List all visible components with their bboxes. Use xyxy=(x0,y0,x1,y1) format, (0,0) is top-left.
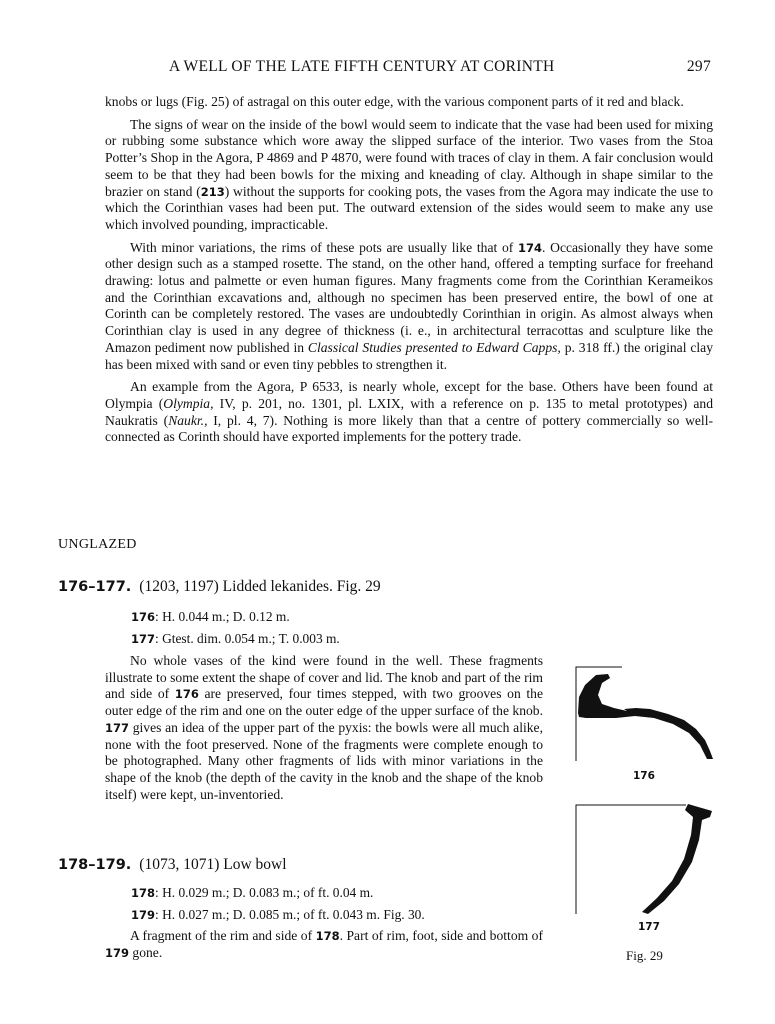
catalogue-title: (1073, 1071) Low bowl xyxy=(139,856,287,873)
paragraph: The signs of wear on the inside of the bowl would seem to indicate that the vase had been used for mixing or rubbing some substance which wore away the slipped surface of the interior. Two vases from the Stoa Potter’s Shop in the Agora, P 4869 and P 4870, were found with traces of clay in them. A fair conclusion would seem to be that they had been bowls for the mixing and kneading of clay. Although in shape similar to the brazier on stand (213) without the supports for cooking pots, the vases from the Agora may indicate the use to which the Corinthian vases had been put. The outward extension of the sides would seem to make any use which involved pounding, impracticable. xyxy=(105,116,713,232)
catalogue-ref: 178 xyxy=(315,929,340,943)
catalogue-number: 176–177. xyxy=(58,579,132,595)
paragraph: With minor variations, the rims of these pots are usually like that of 174. Occasionally they have some other design such as a stamped rosette. The stand, on the other hand, offered a tempting surface for freehand drawing: lotus and palmette or even human figures. Many fragments come from the Corinthian Kerameikos and the Corinthian excavations and, although no specimen has been preserved entire, the bowl of one at Corinth can be completely restored. The vases are undoubtedly Corinthian in origin. As almost always when Corinthian clay is used in any degree of thickness (i. e., in architectural terracottas and sculpture like the Amazon pediment now published in Classical Studies presented to Edward Capps, p. 318 ff.) the original clay has been mixed with sand or even tiny pebbles to strengthen it. xyxy=(105,239,714,372)
paragraph: A fragment of the rim and side of 178. Part of rim, foot, side and bottom of 179 gone. xyxy=(105,928,543,960)
catalogue-description xyxy=(105,653,543,803)
intro-text xyxy=(105,94,713,452)
catalogue-number: 178–179. xyxy=(58,857,132,873)
measurement-row: 178: H. 0.029 m.; D. 0.083 m.; of ft. 0.04 m. xyxy=(131,885,374,900)
paragraph: An example from the Agora, P 6533, is nearly whole, except for the base. Others have been found at Olympia (Olympia, IV, p. 201, no. 1301, pl. LXIX, with a reference on p. 135 to metal prototypes) and Naukratis (Naukr., I, pl. 4, 7). Nothing is more likely than that a centre of pottery commercially so well-connected as Corinth should have exported implements for the pottery trade. xyxy=(105,379,714,445)
figure-label: 177 xyxy=(638,921,660,933)
catalogue-ref: 176 xyxy=(174,687,199,702)
paragraph: No whole vases of the kind were found in the well. These fragments illustrate to some extent the shape of cover and lid. The knob and part of the rim and side of 176 are preserved, four times stepped, with two grooves on the outer edge of the rim and one on the outer edge of the upper surface of the knob. 177 gives an idea of the upper part of the pyxis: the bowls were all much alike, none with the foot preserved. None of the fragments were complete enough to be photographed. Many other fragments of lids with minor variations in the shape of the knob (the depth of the cavity in the knob and the shape of the knob itself) were kept, un-inventoried. xyxy=(105,653,543,802)
measurement-row: 176: H. 0.044 m.; D. 0.12 m. xyxy=(131,609,290,624)
running-title: A WELL OF THE LATE FIFTH CENTURY AT CORINTH xyxy=(169,58,555,75)
profile-axis xyxy=(576,805,686,914)
page-number: 297 xyxy=(686,58,711,75)
catalogue-description xyxy=(105,928,543,961)
profile-drawing-176 xyxy=(572,663,717,763)
measurements xyxy=(131,606,340,650)
catalogue-title: (1203, 1197) Lidded lekanides. Fig. 29 xyxy=(139,578,381,595)
figure-caption: Fig. 29 xyxy=(626,948,663,963)
pyxis-profile-section xyxy=(642,804,712,914)
catalogue-heading xyxy=(58,578,381,596)
catalogue-ref: 174 xyxy=(518,240,543,255)
section-heading: UNGLAZED xyxy=(58,537,137,552)
catalogue-ref: 177 xyxy=(105,720,130,735)
figure-label: 176 xyxy=(633,770,655,782)
paragraph: knobs or lugs (Fig. 25) of astragal on this outer edge, with the various component parts of it red and black. xyxy=(105,94,684,109)
catalogue-ref: 213 xyxy=(200,184,225,199)
profile-drawing-177 xyxy=(572,802,717,917)
catalogue-ref: 179 xyxy=(105,945,130,960)
measurement-row: 177: Gtest. dim. 0.054 m.; T. 0.003 m. xyxy=(131,631,340,646)
lid-profile-section xyxy=(578,674,713,759)
measurement-row: 179: H. 0.027 m.; D. 0.085 m.; of ft. 0.043 m. Fig. 30. xyxy=(131,907,425,922)
catalogue-heading xyxy=(58,856,287,874)
measurements xyxy=(131,882,425,926)
